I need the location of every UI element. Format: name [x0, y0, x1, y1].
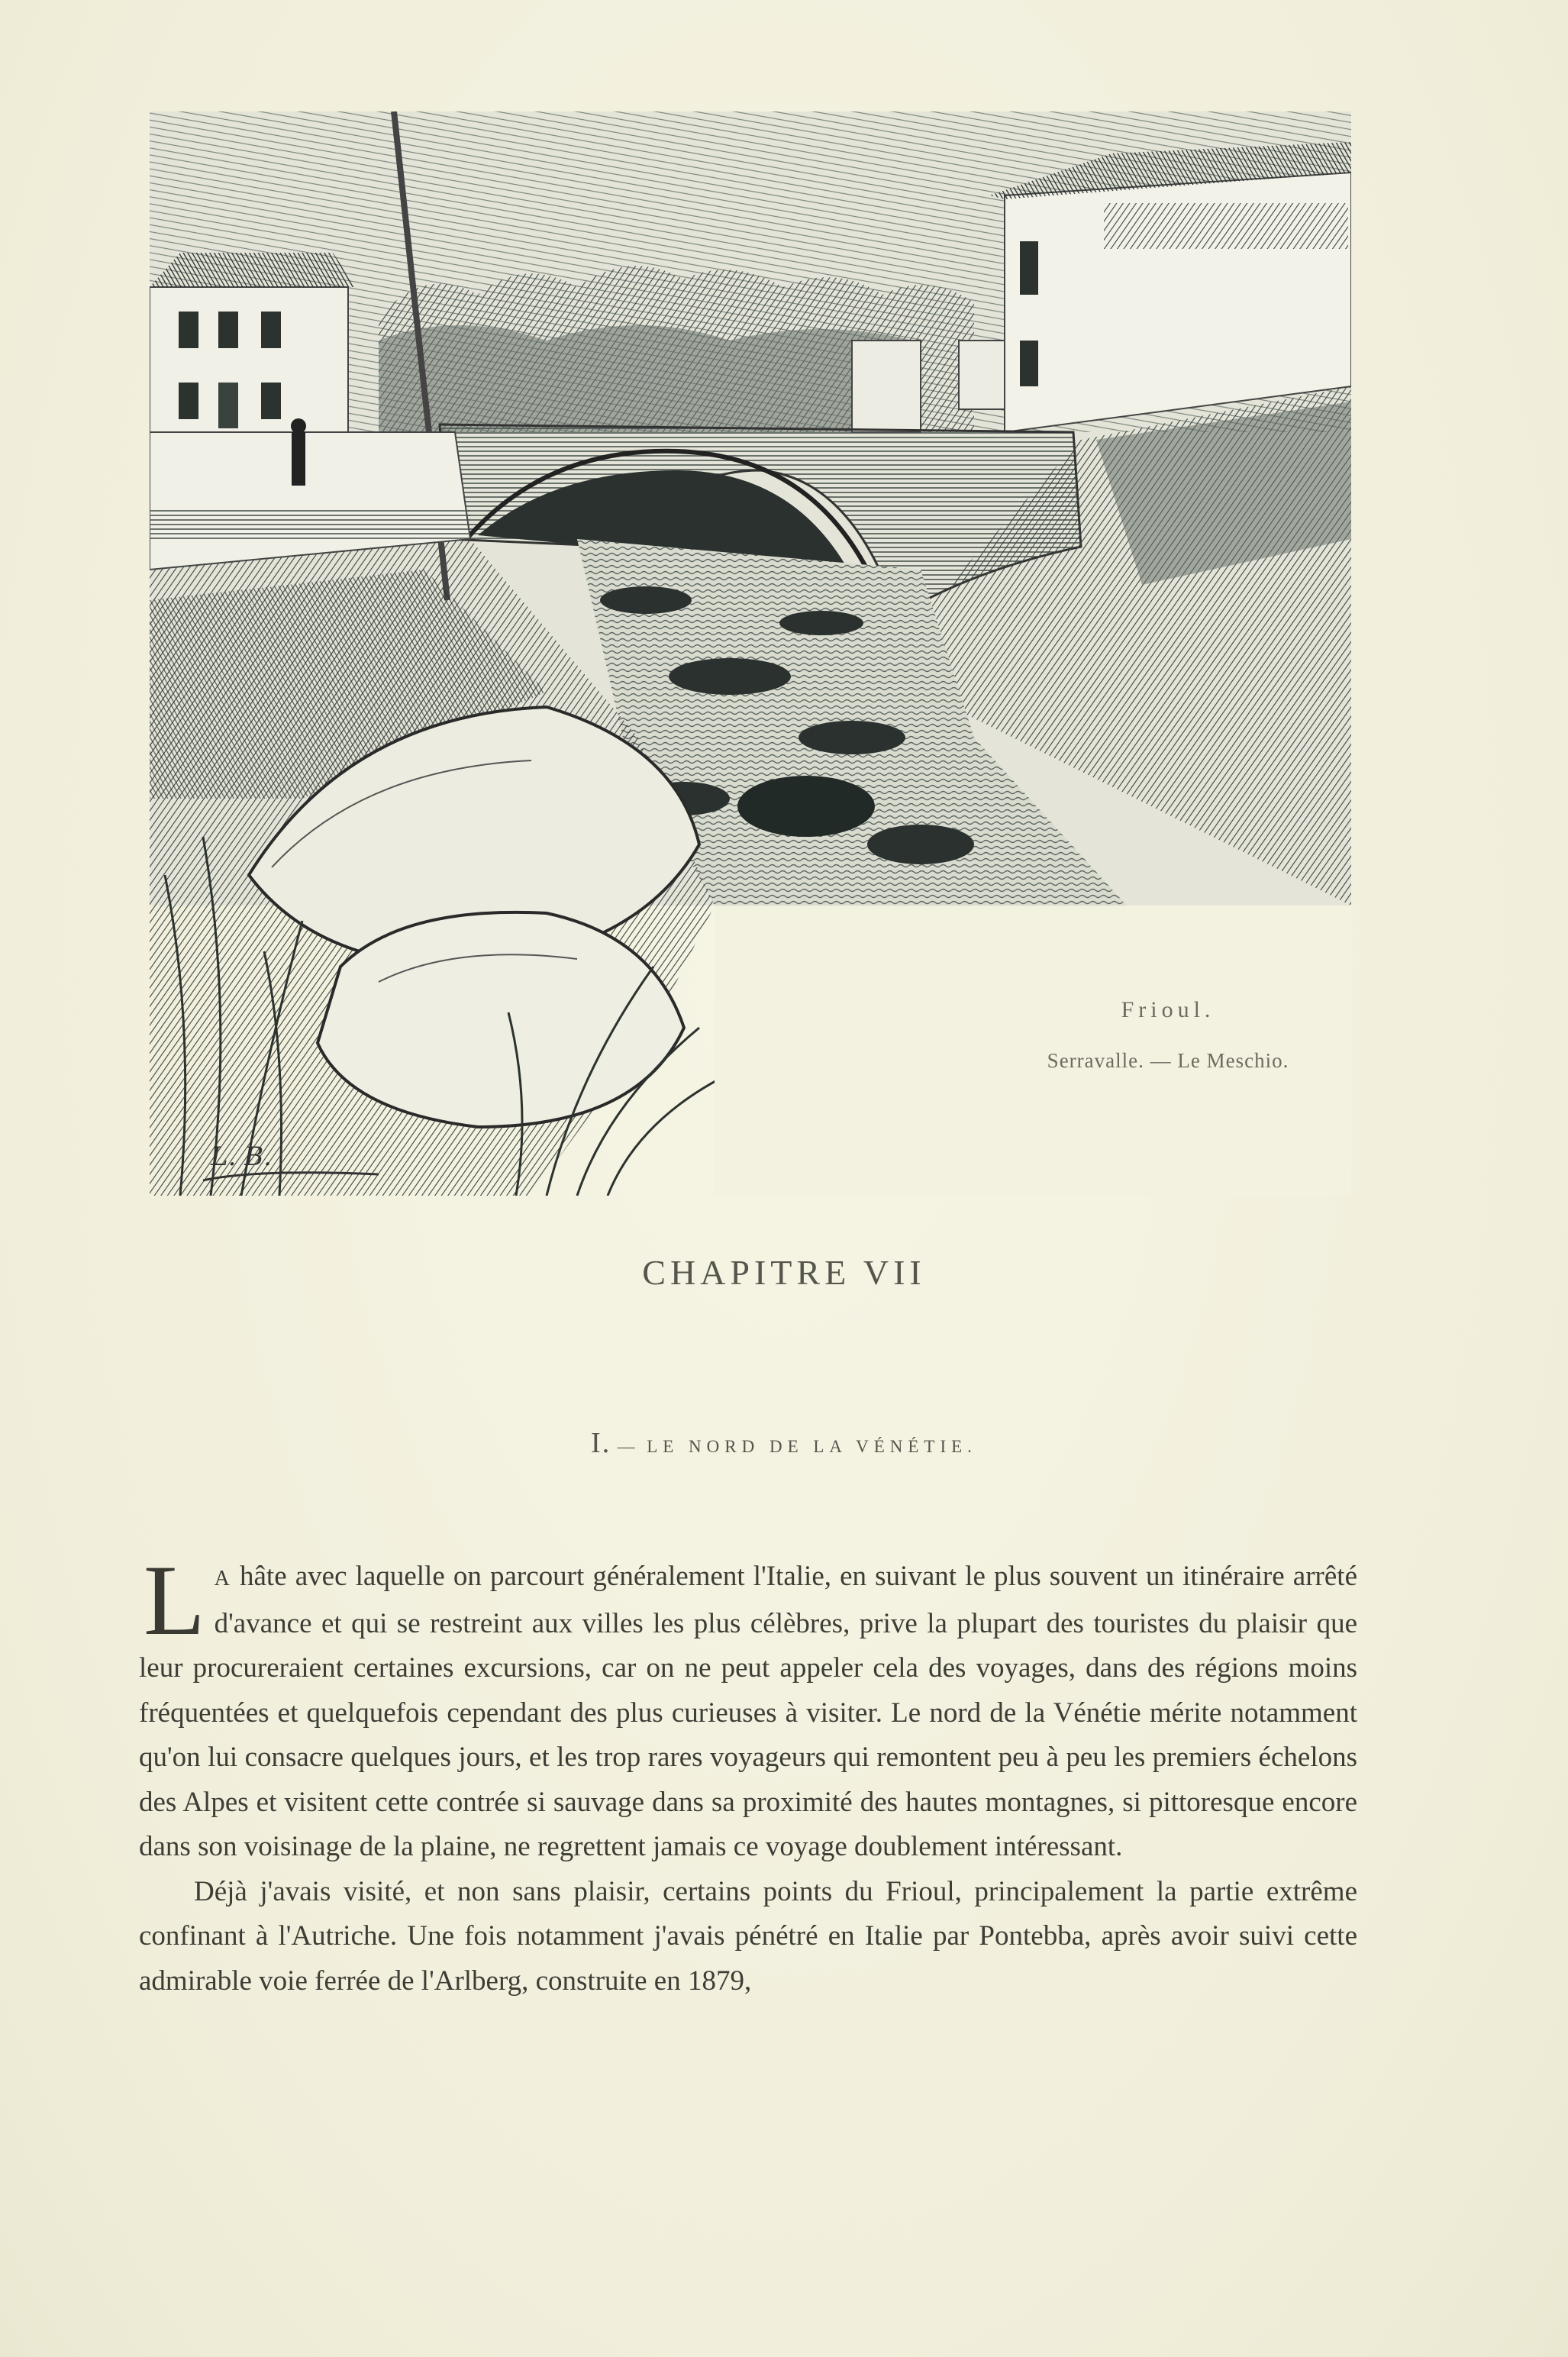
- section-dash: —: [617, 1437, 640, 1456]
- engraving-signature: L. B.: [211, 1141, 272, 1172]
- body-text: [139, 1544, 1357, 2003]
- section-title: [0, 1426, 1568, 1460]
- section-number: I.: [591, 1427, 611, 1459]
- drop-cap: L: [144, 1544, 205, 1656]
- paragraph-2: Déjà j'avais visité, et non sans plaisir, certains points du Frioul, principalement la partie extrême confinant à l'Autriche. Une fois notamment j'avais pénétré en Italie par Pontebba, après avoir suivi cette admirable voie ferrée de l'Arlberg, construite en 1879,: [139, 1875, 1357, 1997]
- caption-place: Serravalle. — Le Meschio.: [1047, 1049, 1289, 1072]
- paragraph-1-text: hâte avec laquelle on parcourt généralement l'Italie, en suivant le plus souvent un itinéraire arrêté d'avance et qui se restreint aux villes les plus célèbres, prive la plupart des touristes du plaisir que leur procureraient certaines excursions, car on ne peut appeler cela des voyages, dans des régions moins fréquentées et quelquefois cependant des plus curieuses à visiter. Le nord de la Vénétie mérite notamment qu'on lui consacre quelques jours, et les trop rares voyageurs qui remontent peu à peu les premiers échelons des Alpes et visitent cette contrée si sauvage dans sa proximité des hautes montagnes, si pittoresque encore dans son voisinage de la plaine, ne regrettent jamais ce voyage doublement intéressant.: [139, 1561, 1357, 1862]
- illustration-caption: [977, 997, 1359, 1073]
- first-word-rest: A: [214, 1567, 231, 1590]
- caption-region: Frioul.: [1121, 997, 1215, 1022]
- chapter-title: CHAPITRE VII: [642, 1253, 926, 1292]
- section-heading: LE NORD DE LA VÉNÉTIE.: [647, 1437, 977, 1456]
- paragraph-1: [139, 1544, 1357, 1870]
